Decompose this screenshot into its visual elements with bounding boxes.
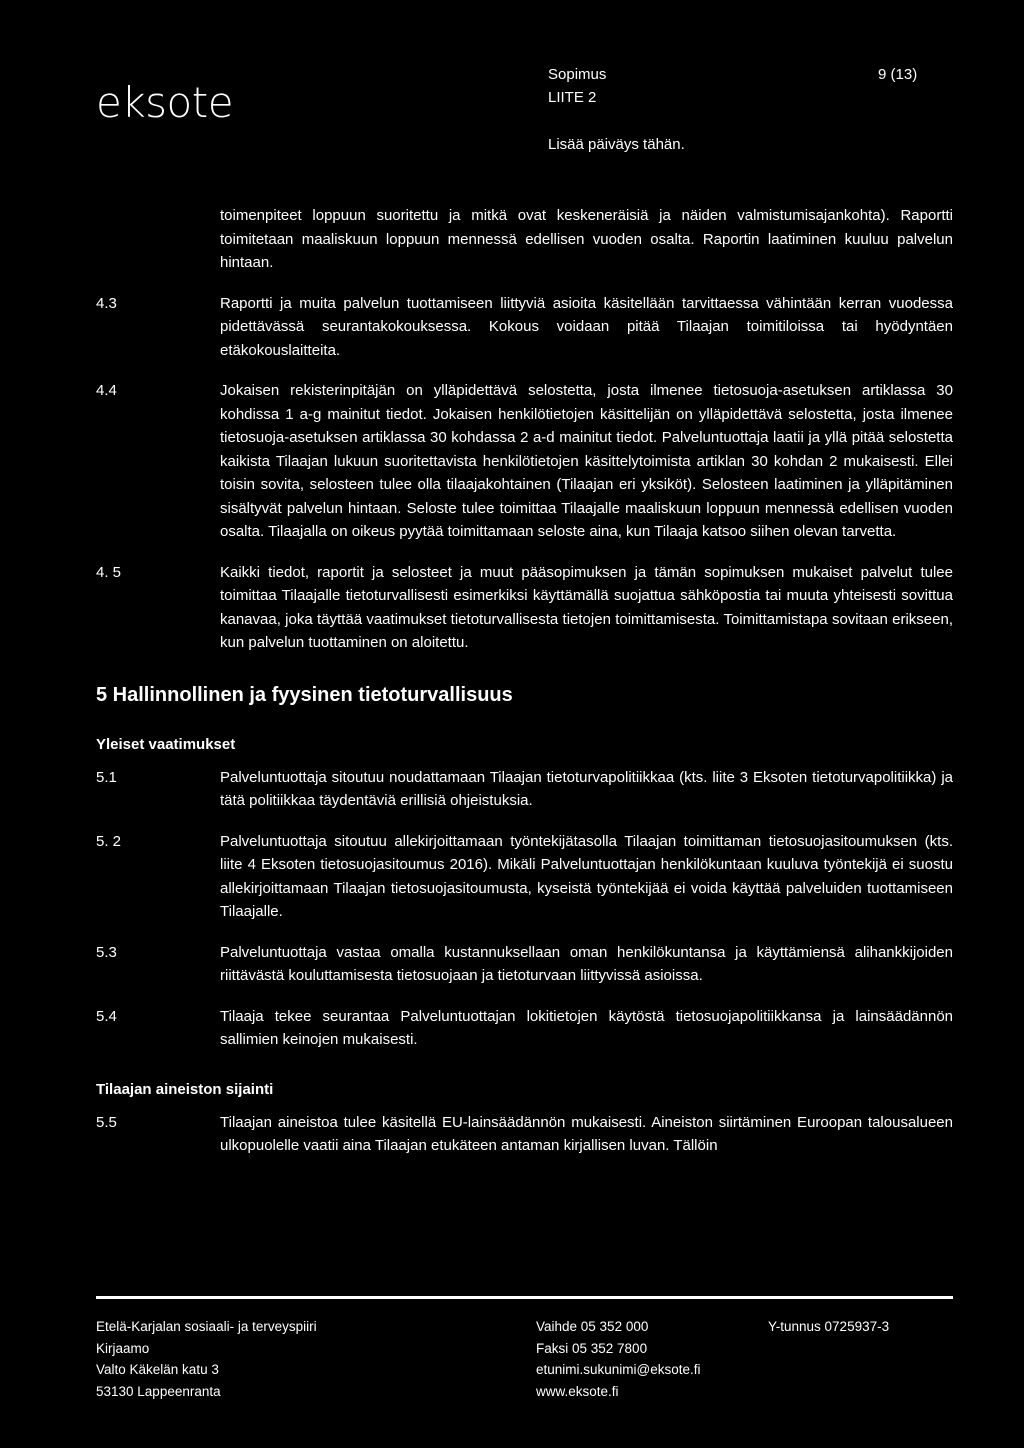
section-text: Tilaaja tekee seurantaa Palveluntuottajan lokitietojen käytöstä tietosuojapolitiikkansa ja lainsäädännön sallimien keinojen mukaisesti. — [220, 1007, 953, 1048]
section-text: Jokaisen rekisterinpitäjän on ylläpidettävä selostetta, josta ilmenee tietosuoja-asetuksen artiklassa 30 kohdissa 1 a-g mainitut tiedot. Jokaisen henkilötietojen käsittelijän on ylläpidettävä selostetta, josta ilmenee tietosuoja-asetuksen artiklassa 30 kohdassa 2 a-d mainitut tiedot. Palveluntuottaja laatii ja yllä pitää selostetta kaikista Tilaajan lukuun suoritettavista henkilötietojen käsittelytoimista artiklan 30 kohdan 2 mukaisesti. Ellei toisin sovita, selosteen tulee olla tilaajakohtainen (Tilaajan eri yksiköt). Selosteen laatiminen ja ylläpitäminen sisältyvät palvelun hintaan. Seloste tulee toimittaa Tilaajalle maaliskuun loppuun mennessä edellisen vuoden osalta. Tilaajalla on oikeus pyytää toimittamaan seloste aina, kun Tilaaja katsoo siihen olevan tarvetta. — [220, 382, 953, 540]
numbered-section — [96, 379, 953, 544]
section-text: Palveluntuottaja vastaa omalla kustannuksellaan oman henkilökuntansa ja käyttämiensä alihankkijoiden riittävästä kouluttamisesta tietosuojaan ja tietoturvaan liittyvissä asioissa. — [220, 943, 953, 984]
section-number: 5.5 — [96, 1113, 117, 1131]
document-type: Sopimus — [548, 66, 607, 83]
numbered-section — [96, 941, 953, 988]
section-number: 5.3 — [96, 943, 117, 961]
date-placeholder: Lisää päiväys tähän. — [548, 136, 685, 153]
section-text: Palveluntuottaja sitoutuu noudattamaan Tilaajan tietoturvapolitiikkaa (kts. liite 3 Eksoten tietoturvapolitiikka) ja tätä politiikkaa täydentäviä erillisiä ohjeistuksia. — [220, 768, 953, 809]
footer-line: www.eksote.fi — [536, 1383, 619, 1399]
footer-line: Vaihde 05 352 000 — [536, 1319, 649, 1334]
footer-business-id — [768, 1316, 889, 1338]
footer-line: Etelä-Karjalan sosiaali- ja terveyspiiri — [96, 1319, 317, 1334]
subheading-data-location: Tilaajan aineiston sijainti — [96, 1080, 274, 1098]
footer-line: Kirjaamo — [96, 1340, 150, 1356]
footer-line: Y-tunnus 0725937-3 — [768, 1319, 890, 1334]
section-number: 5.1 — [96, 768, 117, 786]
numbered-section — [96, 1005, 953, 1052]
section-number: 5.4 — [96, 1007, 117, 1025]
section-number: 5. 2 — [96, 832, 122, 850]
section-number: 4. 5 — [96, 563, 122, 581]
attachment-label: LIITE 2 — [548, 89, 597, 106]
subheading-general-requirements: Yleiset vaatimukset — [96, 735, 236, 753]
continuation-paragraph: toimenpiteet loppuun suoritettu ja mitkä ovat keskeneräisiä ja näiden valmistumisajankohta). Raportti toimitetaan maaliskuun loppuun mennessä edellisen vuoden osalta. Raportin laatiminen kuuluu palvelun hintaan. — [220, 207, 953, 271]
document-body — [96, 204, 953, 1158]
numbered-section — [96, 766, 953, 813]
section-text: Palveluntuottaja sitoutuu allekirjoittamaan työntekijätasolla Tilaajan toimittaman tietosuojasitoumuksen (kts. liite 4 Eksoten tietosuojasitoumus 2016). Mikäli Palveluntuottajan henkilökuntaan kuuluva työntekijä ei suostu allekirjoittamaan Tilaajan tietosuojasitoumusta, kyseistä työntekijää ei voida käyttää palveluiden tuottamiseen Tilaajalle. — [220, 832, 953, 920]
page-number: 9 (13) — [878, 66, 918, 83]
footer-divider — [96, 1296, 953, 1299]
numbered-section — [96, 561, 953, 655]
eksote-logo: eksote — [96, 78, 234, 127]
section-text: Kaikki tiedot, raportit ja selosteet ja muut pääsopimuksen ja tämän sopimuksen mukaiset palvelut tulee toimittaa Tilaajalle tietoturvallisesti esimerkiksi käyttämällä suojattua sähköpostia tai muuta yhteisesti sovittua kanavaa, joka täyttää vaatimukset tietoturvallisesta tietojen toimittamisesta. Toimittamistapa sovitaan erikseen, kun palvelun tuottaminen on aloitettu. — [220, 563, 953, 651]
footer-line: Faksi 05 352 7800 — [536, 1340, 648, 1356]
footer-line: 53130 Lappeenranta — [96, 1383, 221, 1399]
sections-5 — [96, 766, 953, 1052]
numbered-section — [96, 830, 953, 924]
section-number: 4.3 — [96, 294, 117, 312]
sections-4 — [96, 292, 953, 655]
footer-address — [96, 1316, 317, 1402]
section-number: 4.4 — [96, 382, 117, 399]
section-heading: 5 Hallinnollinen ja fyysinen tietoturvallisuus — [96, 683, 513, 706]
section-text: Raportti ja muita palvelun tuottamiseen liittyviä asioita käsitellään tarvittaessa vähintään kerran vuodessa pidettävässä seurantakokouksessa. Kokous voidaan pitää Tilaajan toimitiloissa tai hyödyntäen etäkokouslaitteita. — [220, 294, 953, 359]
sections-5-location — [96, 1111, 953, 1158]
numbered-section — [96, 292, 953, 363]
footer-contact — [536, 1316, 701, 1402]
footer-line: Valto Käkelän katu 3 — [96, 1362, 219, 1377]
section-text: Tilaajan aineistoa tulee käsitellä EU-lainsäädännön mukaisesti. Aineiston siirtäminen Euroopan talousalueen ulkopuolelle vaatii aina Tilaajan etukäteen antaman kirjallisen luvan. Tällöin — [220, 1113, 953, 1154]
numbered-section — [96, 1111, 953, 1158]
footer-line: etunimi.sukunimi@eksote.fi — [536, 1362, 701, 1377]
